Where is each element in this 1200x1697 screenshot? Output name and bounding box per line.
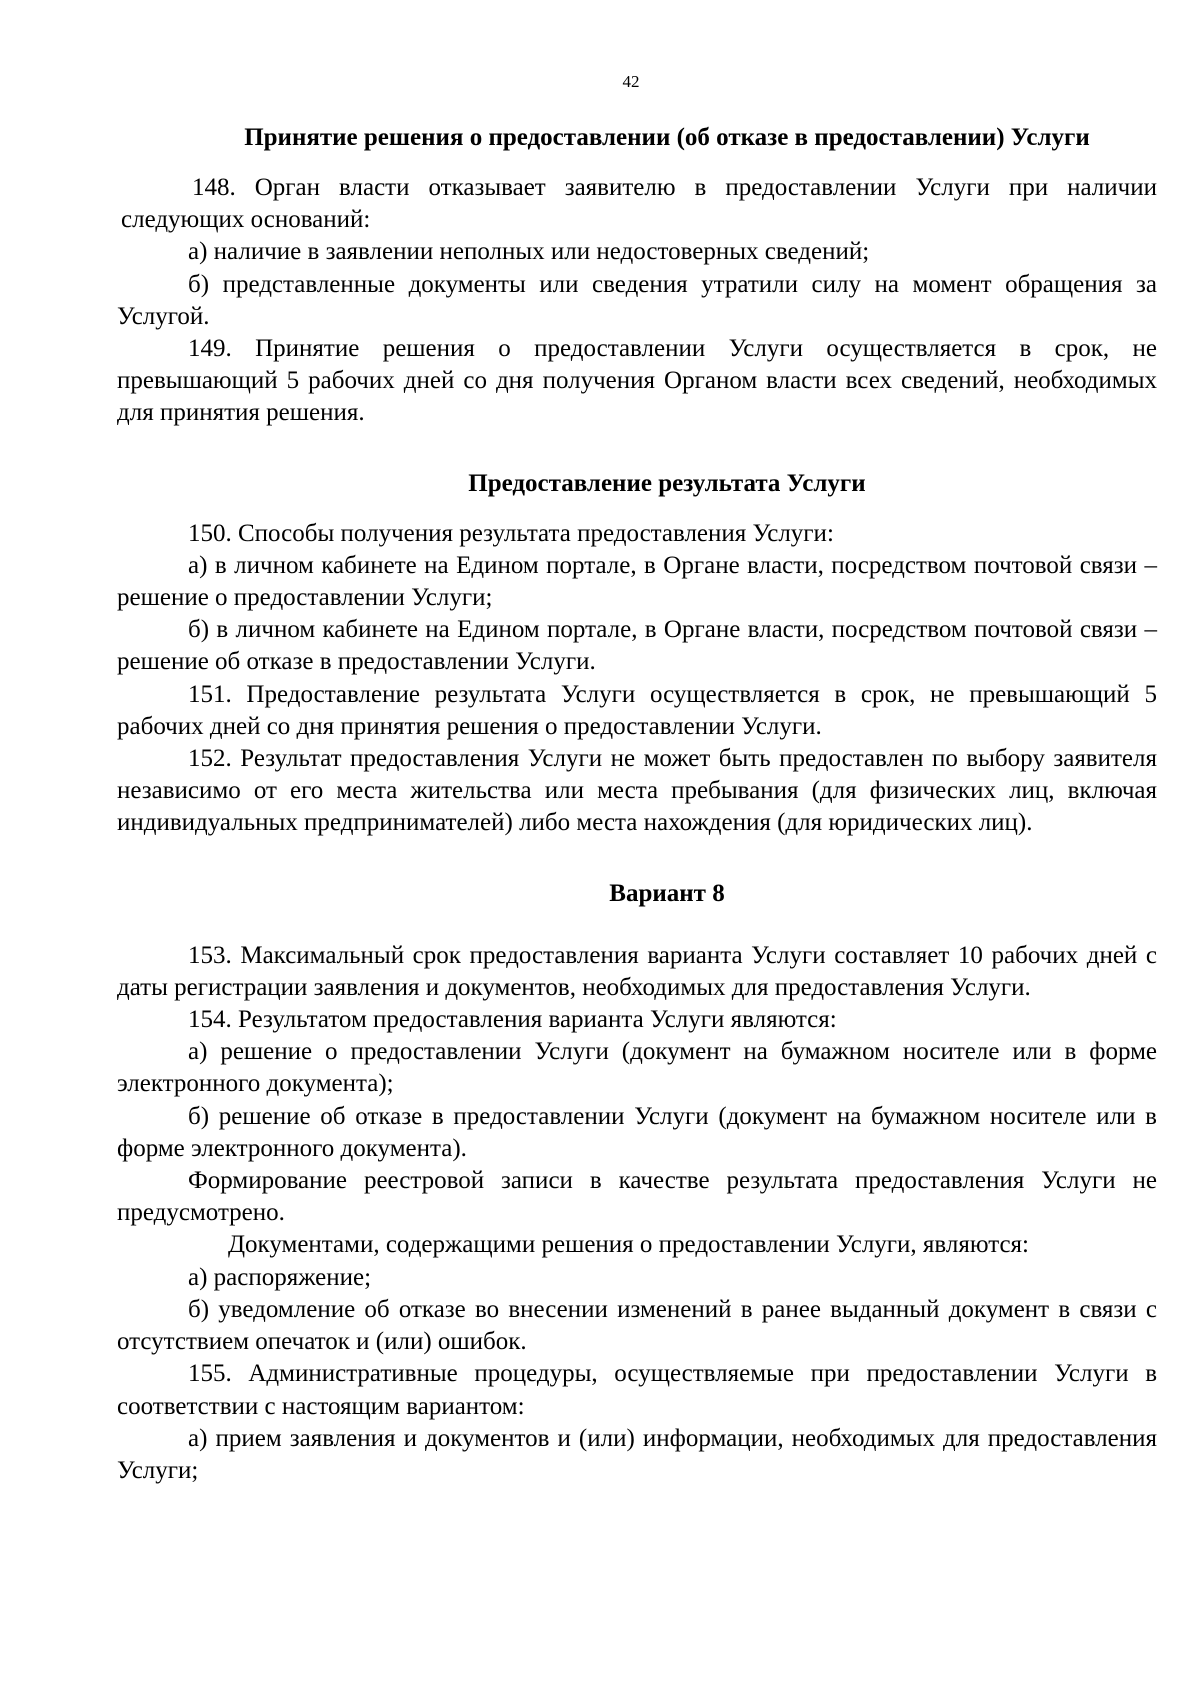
- page-number: 42: [622, 72, 640, 91]
- list-item-b: б) решение об отказе в предоставлении Услуги (документ на бумажном носителе или в форме электронного документа).: [117, 1102, 1157, 1162]
- section-heading-variant-8: Вариант 8: [609, 879, 725, 907]
- paragraph-150: 150. Способы получения результата предоставления Услуги:: [188, 519, 834, 547]
- list-item-a: а) прием заявления и документов и (или) информации, необходимых для предоставления Услуги;: [117, 1424, 1157, 1484]
- list-item-a: а) наличие в заявлении неполных или недостоверных сведений;: [188, 238, 870, 266]
- list-item-a: а) распоряжение;: [188, 1263, 372, 1291]
- list-item-b: б) уведомление об отказе во внесении изменений в ранее выданный документ в связи с отсутствием опечаток и (или) ошибок.: [117, 1295, 1157, 1356]
- paragraph-155: 155. Административные процедуры, осуществляемые при предоставлении Услуги в соответствии с настоящим вариантом:: [117, 1360, 1157, 1420]
- paragraph-152: 152. Результат предоставления Услуги не может быть предоставлен по выбору заявителя независимо от его места жительства или места пребывания (для физических лиц, включая индивидуальных предпринимателей) либо места нахождения (для юридических лиц).: [117, 745, 1157, 837]
- section-heading-decision: Принятие решения о предоставлении (об отказе в предоставлении) Услуги: [244, 124, 1090, 151]
- paragraph-153: 153. Максимальный срок предоставления варианта Услуги составляет 10 рабочих дней с даты регистрации заявления и документов, необходимых для предоставления Услуги.: [117, 941, 1157, 1001]
- paragraph-148: 148. Орган власти отказывает заявителю в предоставлении Услуги при наличии следующих оснований:: [121, 174, 1157, 234]
- paragraph-154: 154. Результатом предоставления варианта Услуги являются:: [188, 1006, 837, 1034]
- list-item-b: б) представленные документы или сведения утратили силу на момент обращения за Услугой.: [117, 270, 1157, 330]
- list-item-b: б) в личном кабинете на Едином портале, в Органе власти, посредством почтовой связи – решение об отказе в предоставлении Услуги.: [117, 616, 1157, 676]
- paragraph-151: 151. Предоставление результата Услуги осуществляется в срок, не превышающий 5 рабочих дней со дня принятия решения о предоставлении Услуги.: [117, 680, 1157, 740]
- paragraph-decision-documents: Документами, содержащими решения о предоставлении Услуги, являются:: [228, 1231, 1029, 1259]
- paragraph-149: 149. Принятие решения о предоставлении Услуги осуществляется в срок, не превышающий 5 рабочих дней со дня получения Органом власти всех сведений, необходимых для принятия решения.: [117, 335, 1157, 427]
- list-item-a: а) в личном кабинете на Едином портале, в Органе власти, посредством почтовой связи – решение о предоставлении Услуги;: [117, 551, 1157, 612]
- section-heading-result: Предоставление результата Услуги: [468, 469, 866, 497]
- paragraph-registry-record: Формирование реестровой записи в качестве результата предоставления Услуги не предусмотрено.: [117, 1167, 1157, 1227]
- list-item-a: а) решение о предоставлении Услуги (документ на бумажном носителе или в форме электронного документа);: [117, 1038, 1157, 1098]
- document-body: [117, 122, 1157, 1487]
